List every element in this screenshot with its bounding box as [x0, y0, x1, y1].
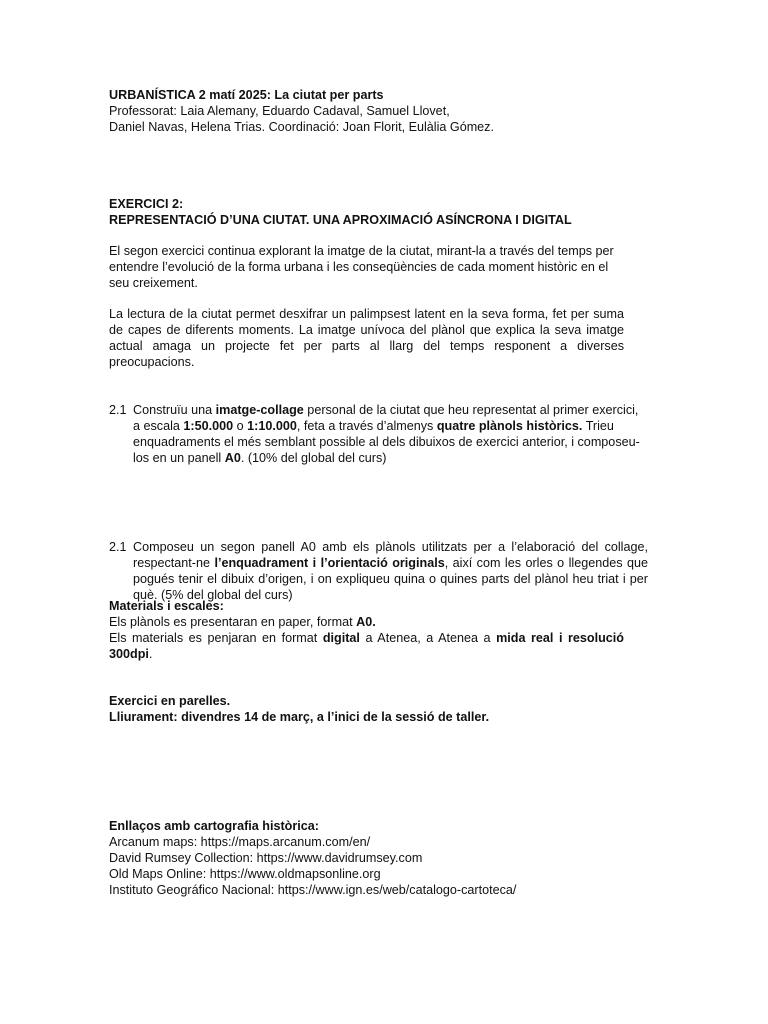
exercise-heading — [109, 196, 624, 228]
bold-run: A0. — [356, 615, 376, 629]
text-run: Els materials es penjaran en format — [109, 631, 323, 645]
bold-run: quatre plànols històrics. — [436, 419, 583, 433]
text-run: a Atenea, a Atenea a — [359, 631, 497, 645]
materials-line-2 — [109, 630, 624, 662]
intro-paragraph-1 — [109, 243, 624, 291]
intro-text-2: La lectura de la ciutat permet desxifrar un palimpsest latent en la seva forma, fet per suma de capes de diferents moments. La imatge unívoca del plànol que explica la seva imatge actual amaga un projecte fet per parts al llarg del temps responent a diverses preocupacions. — [109, 307, 624, 369]
text-run: , així com les orles o llegendes que pogués tenir el dibuix d’origen, i on expliqueu quina o quines parts del plànol heu triat i per què. (5% del global del curs) — [133, 556, 648, 602]
text-run: Construïu una — [133, 403, 216, 417]
link-old-maps-online[interactable]: Old Maps Online: https://www.oldmapsonline.org — [109, 867, 381, 881]
task-item — [109, 402, 648, 466]
exercise-label: EXERCICI 2: — [109, 197, 184, 211]
bold-run: 1:50.000 — [183, 419, 234, 433]
bold-run: A0 — [224, 451, 241, 465]
intro-text-1: El segon exercici continua explorant la imatge de la ciutat, mirant-la a través del temps per entendre l’evolució de la forma urbana i les conseqüències de cada moment històric en el seu creixement. — [109, 244, 614, 290]
text-run: . — [148, 647, 153, 661]
link-arcanum[interactable]: Arcanum maps: https://maps.arcanum.com/en/ — [109, 835, 371, 849]
staff-line-1: Professorat: Laia Alemany, Eduardo Cadaval, Samuel Llovet, — [109, 104, 450, 118]
delivery-section — [109, 693, 624, 725]
materials-section — [109, 598, 624, 662]
task-number: 2.1 — [109, 403, 127, 417]
links-section — [109, 818, 624, 898]
text-run: Els plànols es presentaran en paper, format — [109, 615, 357, 629]
bold-run: mida real i resolució 300dpi — [109, 631, 624, 661]
materials-line-1 — [109, 614, 624, 630]
course-title: URBANÍSTICA 2 matí 2025: La ciutat per parts — [109, 88, 384, 102]
link-david-rumsey[interactable]: David Rumsey Collection: https://www.davidrumsey.com — [109, 851, 423, 865]
bold-run: imatge-collage — [215, 403, 304, 417]
exercise-title: REPRESENTACIÓ D’UNA CIUTAT. UNA APROXIMACIÓ ASÍNCRONA I DIGITAL — [109, 213, 572, 227]
text-run: Trieu enquadraments el més semblant possible al dels dibuixos de exercici anterior, i composeu-los en un panell — [133, 419, 640, 465]
link-ign[interactable]: Instituto Geográfico Nacional: https://www.ign.es/web/catalogo-cartoteca/ — [109, 883, 517, 897]
task-number: 2.1 — [109, 540, 127, 554]
text-run: , feta a través d’almenys — [296, 419, 437, 433]
materials-heading: Materials i escales: — [109, 599, 224, 613]
bold-run: digital — [322, 631, 360, 645]
task-text — [133, 402, 648, 466]
text-run: o — [233, 419, 248, 433]
bold-run: l’enquadrament i l’orientació originals — [214, 556, 445, 570]
task-text — [133, 539, 648, 603]
task-item — [109, 539, 648, 603]
deadline-note: Lliurament: divendres 14 de març, a l’inici de la sessió de taller. — [109, 710, 490, 724]
links-heading: Enllaços amb cartografia històrica: — [109, 819, 319, 833]
text-run: Composeu un segon panell A0 amb els plànols utilitzats per a l’elaboració del collage, respectant-ne — [133, 540, 648, 570]
text-run: . (10% del global del curs) — [240, 451, 387, 465]
intro-paragraph-2 — [109, 306, 624, 370]
bold-run: 1:10.000 — [247, 419, 297, 433]
text-run: personal de la ciutat que heu representat al primer exercici, a escala — [133, 403, 639, 433]
pairs-note: Exercici en parelles. — [109, 694, 231, 708]
course-header — [109, 87, 624, 135]
staff-line-2: Daniel Navas, Helena Trias. Coordinació: Joan Florit, Eulàlia Gómez. — [109, 120, 494, 134]
